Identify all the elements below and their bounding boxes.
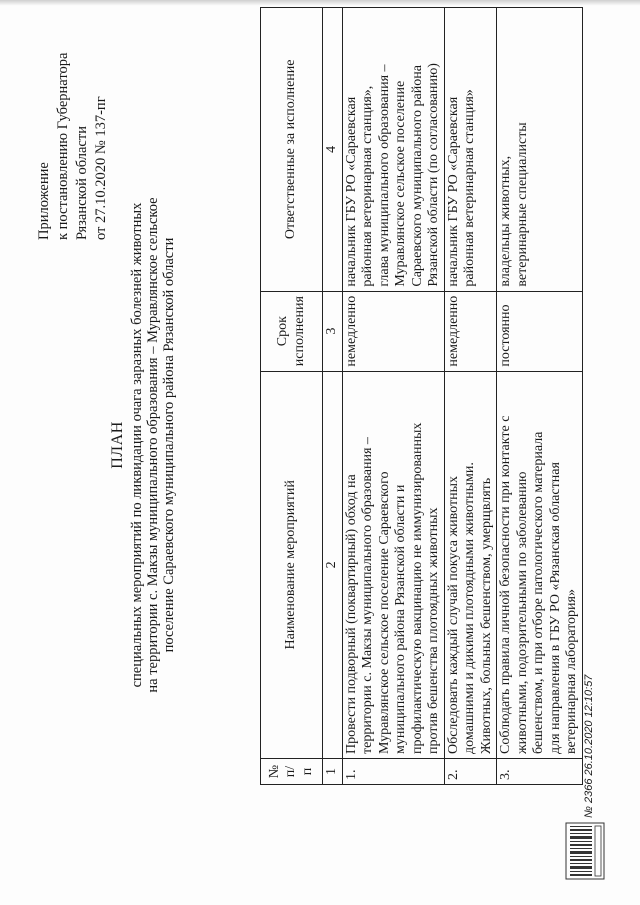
row-term: постоянно — [497, 291, 583, 371]
registration-stamp — [565, 674, 609, 880]
header-name: Наименование мероприятий — [261, 371, 323, 758]
table-row — [497, 8, 583, 785]
appendix-line-4: от 27.10.2020 № 137-пг — [93, 96, 109, 240]
barcode-stamp-icon — [565, 822, 605, 880]
column-number: 3 — [323, 291, 343, 371]
title-line-1: специальных мероприятий по ликвидации очага заразных болезней животных — [129, 202, 145, 688]
row-name: Соблюдать правила личной безопасности при контакте с животными, подозрительными по заболеванию бешенством, и при отборе патологического материала для направления в ГБУ РО «Рязанская областная ветеринарная лаборатория» — [497, 371, 583, 758]
header-term: Срок исполнения — [261, 291, 323, 371]
row-responsible: владельцы животных, ветеринарные специалисты — [497, 8, 583, 292]
appendix-block — [35, 10, 111, 240]
table-header-row — [261, 8, 323, 785]
row-responsible: начальник ГБУ РО «Сараевская районная ветеринарная станция», глава муниципального образования – Муравлянское сельское поселение Сараевского муниципального района Рязанской области (по согласованию) — [342, 8, 444, 292]
row-num: 3. — [497, 759, 583, 785]
column-number: 4 — [323, 8, 343, 292]
column-number: 1 — [323, 759, 343, 785]
title-line-2: на территории с. Макзы муниципального образования – Муравлянское сельское — [145, 197, 161, 693]
row-name: Провести подворный (поквартирный) обход на территории с. Макзы муниципального образования – Муравлянское сельское поселение Сараевского муниципального района Рязанской области и профилактическую вакцинацию не иммунизированных против бешенства плотоядных животных — [342, 371, 444, 758]
row-num: 2. — [444, 759, 497, 785]
table-row — [342, 8, 444, 785]
column-number: 2 — [323, 371, 343, 758]
row-num: 1. — [342, 759, 444, 785]
row-term: немедленно — [342, 291, 444, 371]
title-line-3: поселение Сараевского муниципального района Рязанской области — [161, 237, 177, 653]
table-row — [444, 8, 497, 785]
title-block — [110, 70, 177, 820]
stamp-text: № 2366 26.10.2020 12:10:57 — [583, 674, 595, 818]
plan-table — [260, 7, 583, 785]
row-name: Обследовать каждый случай покуса животных домашними и дикими плотоядными животными. Животных, больных бешенством, умерщвлять — [444, 371, 497, 758]
row-responsible: начальник ГБУ РО «Сараевская районная ветеринарная станция» — [444, 8, 497, 292]
column-number-row — [323, 8, 343, 785]
appendix-line-3: Рязанской области — [74, 126, 90, 240]
header-num: № п/п — [261, 759, 323, 785]
appendix-line-2: к постановлению Губернатора — [55, 52, 71, 240]
appendix-line-1: Приложение — [36, 162, 52, 240]
plan-heading: ПЛАН — [109, 421, 126, 469]
row-term: немедленно — [444, 291, 497, 371]
header-responsible: Ответственные за исполнение — [261, 8, 323, 292]
scan-edge — [0, 0, 640, 6]
rotated-document — [25, 10, 615, 880]
